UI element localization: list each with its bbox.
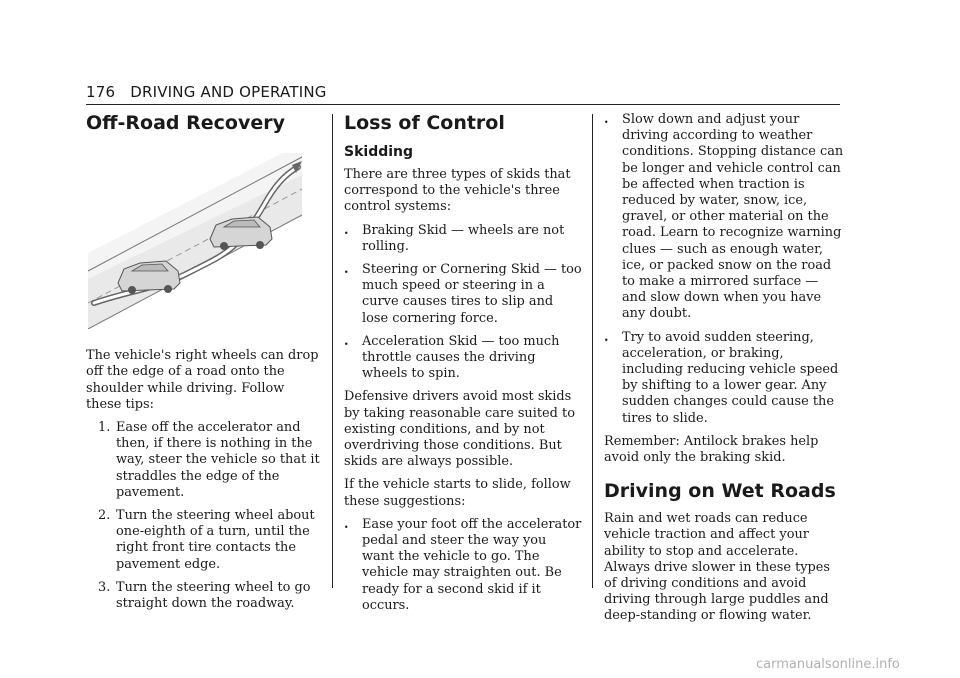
skid-type-item <box>344 262 582 327</box>
column-off-road-recovery <box>86 112 322 619</box>
step-text: Turn the steering wheel about one-eighth of a turn, until the right front tire contacts the pavement edge. <box>116 508 315 572</box>
skid-type-text: Steering or Cornering Skid — too much speed or steering in a curve causes tires to slip and lose cornering force. <box>362 262 582 326</box>
skidding-subheading: Skidding <box>344 144 414 160</box>
header-rule <box>86 104 840 105</box>
bullet-marker: . <box>604 112 609 127</box>
slide-tip-text: Slow down and adjust your driving according to weather conditions. Stopping distance can be longer and vehicle control can be affected when traction is reduced by water, snow, ice, gravel, or other material on the road. Learn to recognize warning clues — such as enough water, ice, or packed snow on the road to make a mirrored surface — and slow down when you have any doubt. <box>622 112 844 322</box>
column-divider-1 <box>332 114 333 588</box>
recovery-step <box>86 508 322 573</box>
off-road-recovery-heading: Off-Road Recovery <box>86 112 286 134</box>
skid-type-text: Acceleration Skid — too much throttle causes the driving wheels to spin. <box>362 333 560 382</box>
loss-of-control-heading: Loss of Control <box>344 112 505 134</box>
section-title: DRIVING AND OPERATING <box>130 83 327 101</box>
column-divider-2 <box>592 114 593 588</box>
slide-tip-text: Ease your foot off the accelerator pedal and steer the way you want the vehicle to go. The vehicle may straighten out. Be ready for a second skid if it occurs. <box>362 516 582 613</box>
watermark: carmanualsonline.info <box>756 657 900 672</box>
running-header <box>86 83 327 101</box>
slide-tip-item <box>604 112 844 323</box>
skid-types-intro: There are three types of skids that correspond to the vehicle's three control systems: <box>344 167 571 215</box>
wet-roads-paragraph: Rain and wet roads can reduce vehicle traction and affect your ability to stop and accelerate. Always drive slower in these types of driving conditions and avoid driving through large puddles and deep-standing or flowing water. <box>604 511 831 624</box>
bullet-marker: . <box>344 333 349 349</box>
column-wet-roads <box>604 112 844 632</box>
page-number: 176 <box>86 83 116 101</box>
bullet-marker: . <box>344 516 349 532</box>
step-marker: 3. <box>98 579 111 595</box>
slide-tip-item <box>604 330 844 427</box>
step-text: Turn the steering wheel to go straight down the roadway. <box>116 579 311 612</box>
antilock-remember-note: Remember: Antilock brakes help avoid only the braking skid. <box>604 433 819 466</box>
wet-roads-heading: Driving on Wet Roads <box>604 480 836 503</box>
recovery-step <box>86 420 322 501</box>
off-road-intro: The vehicle's right wheels can drop off the edge of a road onto the shoulder while driving. Follow these tips: <box>86 348 319 412</box>
bullet-marker: . <box>344 222 349 238</box>
bullet-marker: . <box>344 262 349 278</box>
defensive-drivers-paragraph: Defensive drivers avoid most skids by taking reasonable care suited to existing conditions, and by not overdriving those conditions. But skids are always possible. <box>344 389 575 470</box>
step-marker: 1. <box>98 420 111 436</box>
slide-tip-item <box>344 517 582 614</box>
off-road-recovery-illustration <box>88 153 302 329</box>
bullet-marker: . <box>604 329 609 345</box>
skid-type-item <box>344 334 582 383</box>
skid-type-item <box>344 223 582 255</box>
skid-type-text: Braking Skid — wheels are not rolling. <box>362 222 565 254</box>
slide-suggestions-intro: If the vehicle starts to slide, follow these suggestions: <box>344 477 571 509</box>
step-marker: 2. <box>98 508 111 524</box>
slide-tip-text: Try to avoid sudden steering, acceleration, or braking, including reducing vehicle speed by shifting to a lower gear. Any sudden changes could cause the tires to slide. <box>622 329 839 426</box>
recovery-step <box>86 580 322 612</box>
column-loss-of-control <box>344 112 582 621</box>
step-text: Ease off the accelerator and then, if there is nothing in the way, steer the vehicle so that it straddles the edge of the pavement. <box>116 420 320 500</box>
